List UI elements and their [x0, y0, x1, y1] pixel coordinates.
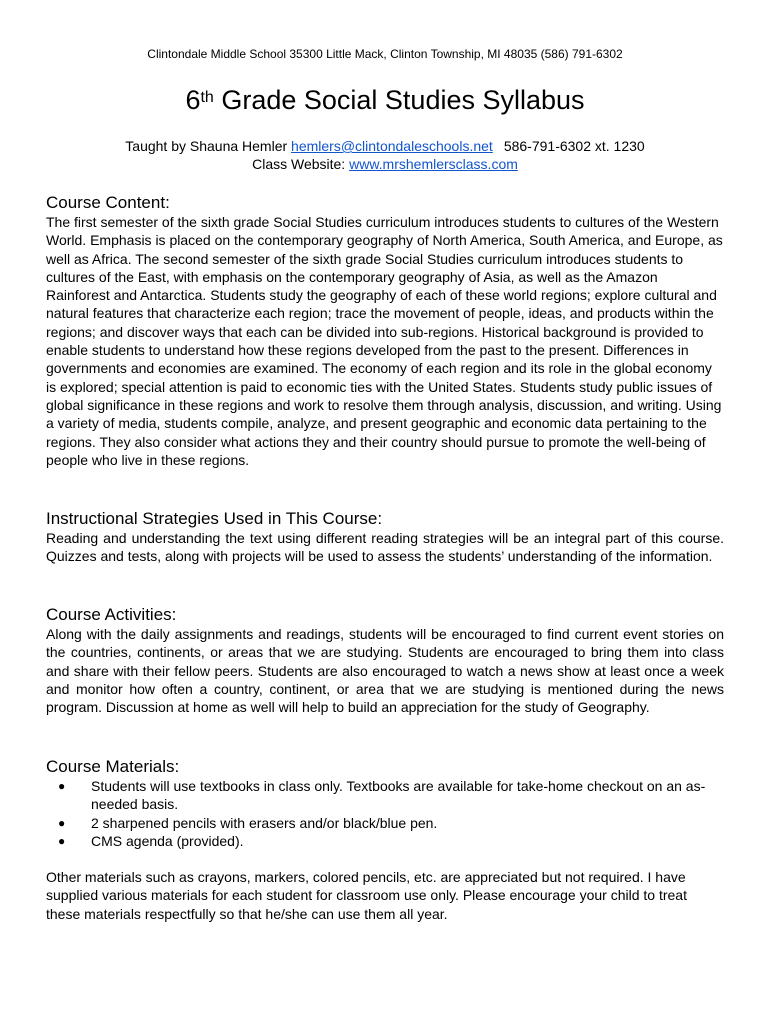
materials-note-section	[46, 868, 724, 923]
course-content-section	[46, 193, 724, 469]
teacher-phone: 586-791-6302 xt. 1230	[503, 138, 645, 154]
contact-info	[0, 137, 770, 173]
materials-item-text: CMS agenda (provided).	[91, 832, 244, 849]
website-label: Class Website:	[252, 156, 350, 172]
course-activities-body: Along with the daily assignments and readings, students will be encouraged to find current event stories on the countries, continents, or areas that we are studying. Students are encouraged to bring them into class and share with their fellow peers. Students are also encouraged to watch a news show at least once a week and monitor how often a country, continent, or area that we are studying is mentioned during the news program. Discussion at home as well will help to build an appreciation for the study of Geography.	[46, 626, 724, 716]
course-materials-heading: Course Materials:	[46, 757, 180, 776]
list-item	[46, 814, 724, 832]
course-content-body: The first semester of the sixth grade Social Studies curriculum introduces students to cultures of the Western World. Emphasis is placed on the contemporary geography of North America, South America, and Europe, as well as Africa. The second semester of the sixth grade Social Studies curriculum introduces students to cultures of the East, with emphasis on the contemporary geography of Asia, as well as the Amazon Rainforest and Antarctica. Students study the geography of each of these world regions; explore cultural and natural features that characterize each region; trace the movement of people, ideas, and products within the regions; and discover ways that each can be divided into sub-regions. Historical background is provided to enable students to understand how these regions developed from the past to the present. Differences in governments and economies are examined. The economy of each region and its role in the global economy is explored; special attention is paid to economic ties with the United States. Students study public issues of global significance in these regions and work to resolve them through analysis, discussion, and writing. Using a variety of media, students compile, analyze, and present geographic and economic data pertaining to the regions. They also consider what actions they and their country should pursue to promote the well-being of people who live in these regions.	[46, 214, 723, 468]
course-activities-heading: Course Activities:	[46, 605, 177, 624]
title-grade-number: 6	[185, 85, 201, 115]
class-website-link[interactable]: www.mrshemlersclass.com	[349, 156, 518, 172]
taught-by-label: Taught by Shauna Hemler	[125, 138, 292, 154]
list-item	[46, 777, 724, 814]
bullet-icon: ●	[58, 779, 66, 793]
teacher-email-link[interactable]: hemlers@clintondaleschools.net	[291, 138, 493, 154]
bullet-icon: ●	[58, 833, 66, 848]
instructional-strategies-heading: Instructional Strategies Used in This Course:	[46, 509, 383, 528]
course-content-heading: Course Content:	[46, 193, 170, 212]
materials-item-text: Students will use textbooks in class only. Textbooks are available for take-home checkout on an as-needed basis.	[91, 778, 706, 813]
course-materials-section	[46, 757, 724, 850]
teacher-line	[0, 137, 770, 155]
course-activities-section	[46, 605, 724, 716]
title-rest: Grade Social Studies Syllabus	[213, 85, 585, 115]
school-address-line: Clintondale Middle School 35300 Little Mack, Clinton Township, MI 48035 (586) 791-6302	[147, 47, 623, 61]
materials-item-text: 2 sharpened pencils with erasers and/or black/blue pen.	[91, 814, 438, 831]
instructional-strategies-section	[46, 509, 724, 566]
materials-list	[46, 777, 724, 850]
bullet-icon: ●	[58, 815, 66, 830]
materials-note: Other materials such as crayons, markers, colored pencils, etc. are appreciated but not required. I have supplied various materials for each student for classroom use only. Please encourage your child to treat these materials respectfully so that he/she can use them all year.	[46, 869, 687, 922]
title-grade-suffix: th	[200, 89, 214, 106]
instructional-strategies-body: Reading and understanding the text using different reading strategies will be an integral part of this course. Quizzes and tests, along with projects will be used to assess the students’ understanding of the information.	[46, 530, 724, 565]
page-title	[0, 82, 770, 118]
website-line	[0, 155, 770, 173]
list-item	[46, 832, 724, 850]
